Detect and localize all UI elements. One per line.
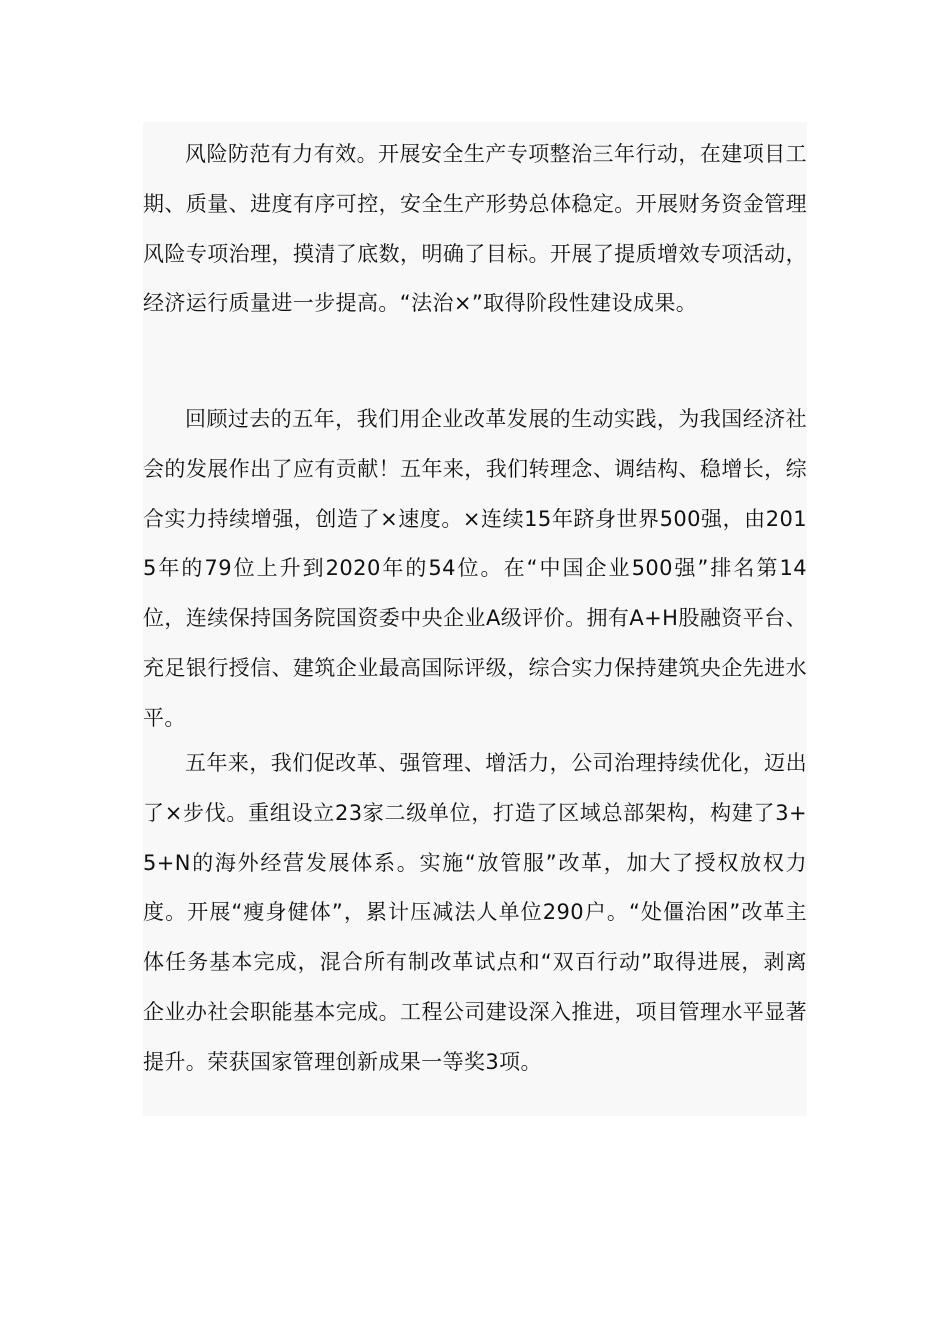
paragraph-reform-management: 五年来，我们促改革、强管理、增活力，公司治理持续优化，迈出了×步伐。重组设立23家二级单位，打造了区域总部架构，构建了3+5+N的海外经营发展体系。实施“放管服”改革，加大了授权放权力度。开展“瘦身健体”，累计压减法人单位290户。“处僵治困”改革主体任务基本完成，混合所有制改革试点和“双百行动”取得进展，剥离企业办社会职能基本完成。工程公司建设深入推进，项目管理水平显著提升。荣获国家管理创新成果一等奖3项。 bbox=[143, 751, 807, 1074]
document-text-block bbox=[143, 122, 807, 1116]
paragraph-risk-prevention: 风险防范有力有效。开展安全生产专项整治三年行动，在建项目工期、质量、进度有序可控，安全生产形势总体稳定。开展财务资金管理风险专项治理，摸清了底数，明确了目标。开展了提质增效专项活动，经济运行质量进一步提高。“法治×”取得阶段性建设成果。 bbox=[143, 142, 807, 316]
paragraph-five-year-review: 回顾过去的五年，我们用企业改革发展的生动实践，为我国经济社会的发展作出了应有贡献！五年来，我们转理念、调结构、稳增长，综合实力持续增强，创造了×速度。×连续15年跻身世界500强，由2015年的79位上升到2020年的54位。在“中国企业500强”排名第14位，连续保持国务院国资委中央企业A级评价。拥有A+H股融资平台、充足银行授信、建筑企业最高国际评级，综合实力保持建筑央企先进水平。 bbox=[143, 407, 807, 730]
